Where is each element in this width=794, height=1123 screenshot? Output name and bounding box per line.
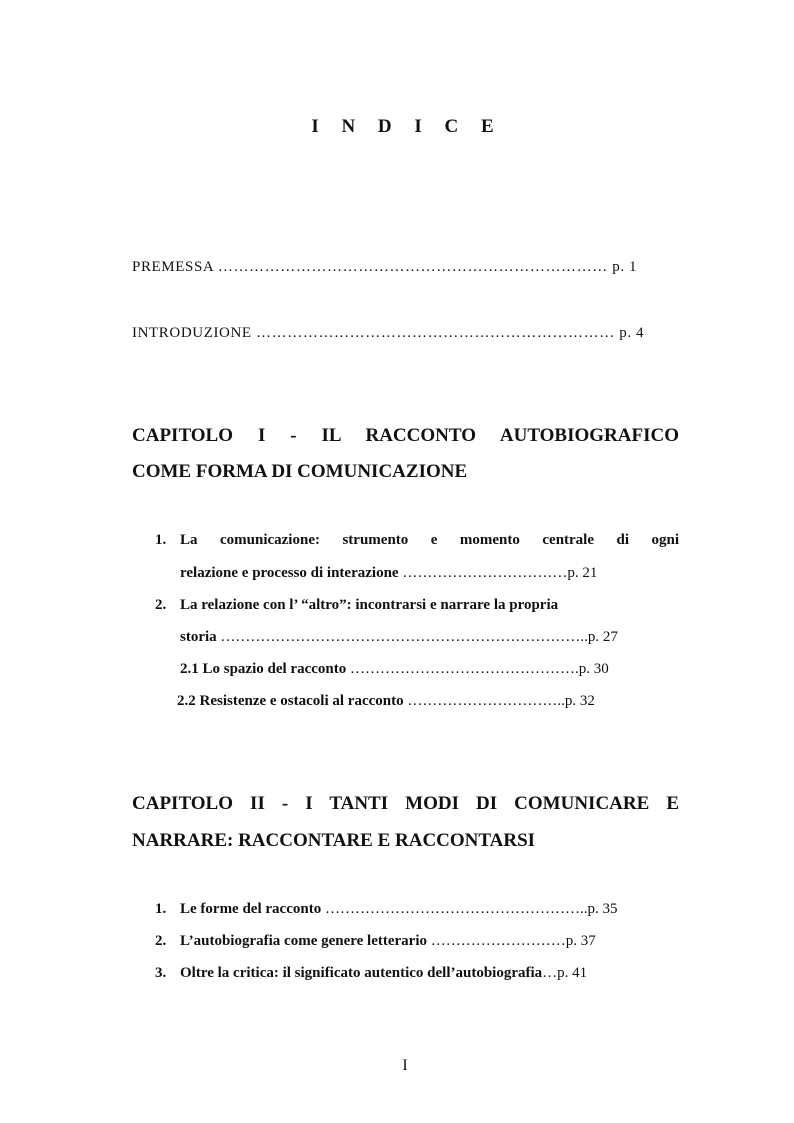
toc-item-1-line-2[interactable] (180, 565, 597, 582)
leader-dots: …………………………………………………………… (256, 325, 615, 341)
toc-entry-premessa[interactable] (132, 259, 637, 276)
toc-item-number: 2. (155, 597, 167, 613)
toc-item-1-line-1[interactable]: La comunicazione: strumento e momento centrale di ogni (180, 532, 679, 548)
chapter-1-heading-line-1[interactable]: CAPITOLO I - IL RACCONTO AUTOBIOGRAFICO (132, 425, 679, 446)
page-number: I (402, 1057, 408, 1074)
page-ref: p. 4 (619, 325, 645, 341)
toc-item-number: 1. (155, 532, 167, 548)
entry-label: 2.1 Lo spazio del racconto (180, 661, 347, 677)
toc-item-ch2-3[interactable] (180, 965, 587, 982)
entry-label: Le forme del racconto (180, 901, 322, 917)
toc-item-2-line-1[interactable]: La relazione con l’ “altro”: incontrarsi e narrare la propria (180, 597, 559, 613)
toc-item-ch2-1[interactable] (180, 901, 617, 918)
leader-dots: ……………………………………………………………….. (220, 629, 588, 645)
entry-label: 2.2 Resistenze e ostacoli al racconto (177, 693, 404, 709)
toc-entry-introduzione[interactable] (132, 325, 644, 342)
entry-label: relazione e processo di interazione (180, 565, 399, 581)
toc-subitem-2-1[interactable] (180, 661, 609, 678)
page-title: I N D I C E (311, 116, 503, 137)
leader-dots: …………………………… (402, 565, 568, 581)
entry-label: INTRODUZIONE (132, 325, 252, 341)
chapter-1-heading-line-2[interactable]: COME FORMA DI COMUNICAZIONE (132, 461, 468, 482)
leader-dots: … (542, 965, 558, 981)
page-ref: p. 32 (564, 693, 595, 709)
leader-dots: …………………………………………….. (324, 901, 588, 917)
leader-dots: ………………………….. (407, 693, 565, 709)
toc-item-ch2-2[interactable] (180, 933, 596, 950)
page-ref: p. 35 (587, 901, 618, 917)
chapter-2-heading-line-1[interactable]: CAPITOLO II - I TANTI MODI DI COMUNICARE E (132, 793, 679, 814)
leader-dots: ……………………… (430, 933, 566, 949)
leader-dots: ………………………………………………………………… (217, 259, 608, 275)
entry-label: L’autobiografia come genere letterario (180, 933, 428, 949)
page-ref: p. 27 (587, 629, 618, 645)
entry-label: PREMESSA (132, 259, 214, 275)
toc-item-number: 1. (155, 901, 167, 917)
leader-dots: ………………………………………. (350, 661, 579, 677)
chapter-2-heading-line-2[interactable]: NARRARE: RACCONTARE E RACCONTARSI (132, 830, 536, 851)
page-ref: p. 1 (612, 259, 638, 275)
toc-item-number: 3. (155, 965, 167, 981)
entry-label: storia (180, 629, 217, 645)
page-ref: p. 37 (565, 933, 596, 949)
page-ref: p. 30 (578, 661, 609, 677)
toc-item-2-line-2[interactable] (180, 629, 618, 646)
page-ref: p. 21 (567, 565, 598, 581)
page-ref: p. 41 (557, 965, 588, 981)
entry-label: Oltre la critica: il significato autentico dell’autobiografia (180, 965, 543, 981)
toc-subitem-2-2[interactable] (177, 693, 595, 710)
toc-item-number: 2. (155, 933, 167, 949)
